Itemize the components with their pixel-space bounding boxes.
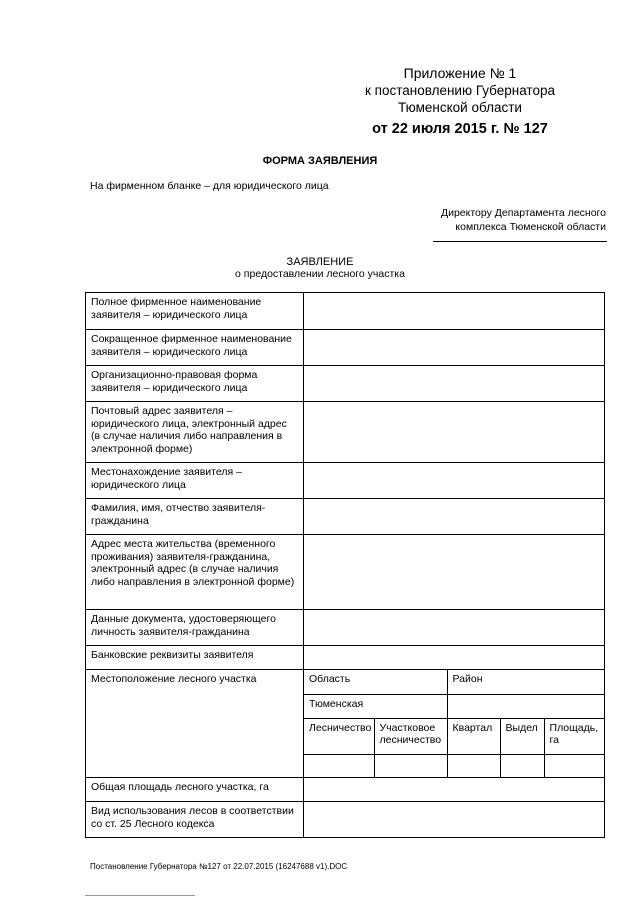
- field-postal-address[interactable]: [304, 402, 605, 463]
- form-row-short-name: [86, 330, 605, 366]
- form-row-id-document: [86, 610, 605, 646]
- addressee-block: [426, 206, 606, 234]
- label-location: Местонахождение заявителя – юридического лица: [86, 463, 304, 499]
- appendix-number: Приложение № 1: [403, 65, 517, 81]
- field-quarter[interactable]: [447, 754, 500, 777]
- field-full-name[interactable]: [304, 293, 605, 330]
- form-row-residence: [86, 535, 605, 610]
- field-district-forestry[interactable]: [374, 754, 447, 777]
- district-label-cell: [447, 670, 605, 694]
- field-forest-use[interactable]: [304, 802, 605, 838]
- field-fio[interactable]: [304, 499, 605, 535]
- label-plot-location: Местоположение лесного участка: [86, 670, 304, 778]
- col-forestry: Лесничество: [304, 718, 374, 754]
- field-area[interactable]: [544, 754, 605, 777]
- blank-note: На фирменном бланке – для юридического лица: [90, 180, 329, 192]
- district-value-field[interactable]: [447, 694, 605, 718]
- addressee-line2: комплекса Тюменской области: [455, 221, 606, 233]
- label-id-document: Данные документа, удостоверяющего личность заявителя-гражданина: [86, 610, 304, 646]
- label-legal-form: Организационно-правовая форма заявителя – юридического лица: [86, 366, 304, 402]
- form-row-total-area: [86, 778, 605, 802]
- form-title: ФОРМА ЗАЯВЛЕНИЯ: [262, 155, 378, 167]
- region-value: Тюменская: [309, 697, 364, 710]
- label-residence: Адрес места жительства (временного проживания) заявителя-гражданина, электронный адрес (в случае наличия либо направления в электронной форме): [86, 535, 304, 610]
- form-row-plot-location: [86, 670, 605, 778]
- appendix-date: от 22 июля 2015 г. № 127: [372, 121, 548, 137]
- appendix-region: Тюменской области: [398, 100, 522, 115]
- field-total-area[interactable]: [304, 778, 605, 802]
- addressee-underline: [433, 241, 607, 242]
- plot-location-subtable: [304, 670, 605, 777]
- form-row-postal-address: [86, 402, 605, 463]
- field-id-document[interactable]: [304, 610, 605, 646]
- label-fio: Фамилия, имя, отчество заявителя-гражданина: [86, 499, 304, 535]
- application-form-table: [85, 292, 605, 838]
- addressee-line1: Директору Департамента лесного: [440, 207, 606, 219]
- statement-title: ЗАЯВЛЕНИЕ: [286, 256, 354, 268]
- form-row-legal-form: [86, 366, 605, 402]
- col-quarter: Квартал: [447, 718, 500, 754]
- plot-location-cell: [304, 670, 605, 778]
- region-label-cell: [304, 670, 447, 694]
- field-residence[interactable]: [304, 535, 605, 610]
- label-short-name: Сокращенное фирменное наименование заявителя – юридического лица: [86, 330, 304, 366]
- label-bank-details: Банковские реквизиты заявителя: [86, 646, 304, 670]
- region-label: Область: [309, 673, 351, 685]
- field-location[interactable]: [304, 463, 605, 499]
- col-area: Площадь, га: [544, 718, 605, 754]
- appendix-block: [340, 64, 580, 140]
- label-total-area: Общая площадь лесного участка, га: [86, 778, 304, 802]
- label-forest-use: Вид использования лесов в соответствии со ст. 25 Лесного кодекса: [86, 802, 304, 838]
- footer-rule: [85, 895, 195, 896]
- region-value-cell: [304, 694, 447, 718]
- form-row-location: [86, 463, 605, 499]
- field-bank-details[interactable]: [304, 646, 605, 670]
- form-row-forest-use: [86, 802, 605, 838]
- footer-filename: Постановление Губернатора №127 от 22.07.2015 (16247688 v1).DOC: [90, 862, 348, 871]
- form-row-full-name: [86, 293, 605, 330]
- col-district-forestry: Участковое лесничество: [374, 718, 447, 754]
- label-postal-address: Почтовый адрес заявителя – юридического лица, электронный адрес (в случае наличия либо направления в электронной форме): [86, 402, 304, 463]
- form-row-fio: [86, 499, 605, 535]
- district-label: Район: [452, 673, 483, 685]
- statement-subtitle: о предоставлении лесного участка: [235, 268, 405, 280]
- appendix-reference: к постановлению Губернатора: [365, 83, 555, 98]
- field-forestry[interactable]: [304, 754, 374, 777]
- field-short-name[interactable]: [304, 330, 605, 366]
- form-row-bank-details: [86, 646, 605, 670]
- field-legal-form[interactable]: [304, 366, 605, 402]
- col-allotment: Выдел: [500, 718, 544, 754]
- field-allotment[interactable]: [500, 754, 544, 777]
- label-full-name: Полное фирменное наименование заявителя – юридического лица: [86, 293, 304, 330]
